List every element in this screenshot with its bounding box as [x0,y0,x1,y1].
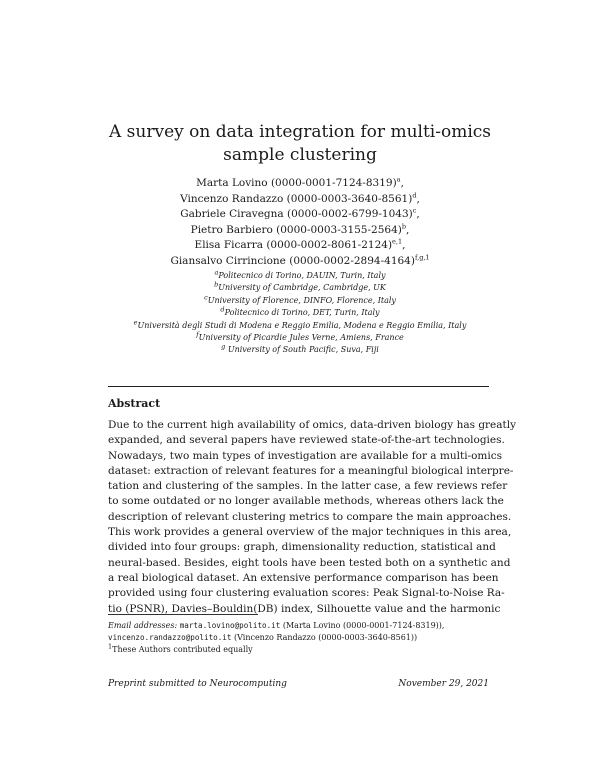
title-line-2: sample clustering [223,145,377,165]
author-line: Gabriele Ciravegna $(0000-0002-6799-1043)^c$, [180,206,420,220]
author-line: Pietro Barbiero $(0000-0003-3155-2564)^b$, [190,222,410,236]
abstract-line: Nowadays, two main types of investigation are available for a multi-omics [108,449,503,462]
email-label: Email addresses: [108,621,178,630]
abstract-line: divided into four groups: graph, dimensionality reduction, statistical and [108,541,496,554]
affiliation: $^d$Politecnico di Torino, DET, Turin, Italy [220,305,380,318]
abstract-line: This work provides a general overview of the major techniques in this area, [108,526,512,539]
footnotes [108,620,489,657]
abstract-top-rule [108,386,489,387]
footnote-equal-contribution: $^1$These Authors contributed equally [108,642,253,655]
affiliation: $^f$University of Picardie Jules Verne, Amiens, France [196,330,404,343]
title-line-1: A survey on data integration for multi-omics [108,122,492,142]
affiliation-list [0,270,600,357]
footnote-emails-line-1 [108,620,489,632]
author-line: Giansalvo Cirrincione $(0000-0002-2894-4164)^{f,g,1}$ [170,253,430,267]
paper-title [0,121,600,167]
abstract-line: to some outdated or no longer available methods, whereas others lack the [108,495,504,508]
affiliation: $^g$ University of South Pacific, Suva, Fiji [221,342,379,355]
email-link-2[interactable]: vincenzo.randazzo@polito.it [108,633,232,643]
abstract-line: a real biological dataset. An extensive performance comparison has been [108,571,499,584]
affiliation: $^e$Università degli Studi di Modena e Reggio Emilia, Modena e Reggio Emilia, Italy [133,317,467,330]
email-owner-1: (Marta Lovino (0000-0001-7124-8319)), [282,621,445,630]
footer-date: November 29, 2021 [398,679,489,689]
affiliation: $^a$Politecnico di Torino, DAUIN, Turin, Italy [214,268,386,280]
author-list [0,176,600,269]
abstract-line: provided using four clustering evaluation scores: Peak Signal-to-Noise Ra- [108,587,505,600]
abstract-line: tation and clustering of the samples. In the latter case, a few reviews refer [108,480,508,493]
abstract-line: tio (PSNR), Davies–Bouldin(DB) index, Silhouette value and the harmonic [108,602,501,615]
footer-preprint: Preprint submitted to Neurocomputing [108,679,287,689]
abstract-line: description of relevant clustering metrics to compare the main approaches. [108,510,512,523]
affiliation: $^b$University of Cambridge, Cambridge, UK [214,280,386,293]
author-line: Elisa Ficarra $(0000-0002-8061-2124)^{e,1}$, [194,237,406,251]
abstract-line: dataset: extraction of relevant features for a meaningful biological interpre- [108,464,514,477]
footnote-rule [108,614,258,615]
footnote-emails-line-2 [108,632,489,644]
author-line: Marta Lovino $(0000-0001-7124-8319)^a$, [196,175,404,189]
page-footer [108,679,489,689]
affiliation: $^c$University of Florence, DINFO, Florence, Italy [204,293,396,305]
author-line: Vincenzo Randazzo $(0000-0003-3640-8561)^d$, [180,191,420,205]
abstract-line: expanded, and several papers have reviewed state-of-the-art technologies. [108,434,505,447]
abstract-line: neural-based. Besides, eight tools have been tested both on a synthetic and [108,556,511,569]
email-link-1[interactable]: marta.lovino@polito.it [179,621,281,630]
abstract-heading: Abstract [108,397,161,410]
email-owner-2: (Vincenzo Randazzo (0000-0003-3640-8561)) [234,633,418,643]
abstract-line: Due to the current high availability of omics, data-driven biology has greatly [108,419,517,431]
abstract-body [108,418,517,617]
